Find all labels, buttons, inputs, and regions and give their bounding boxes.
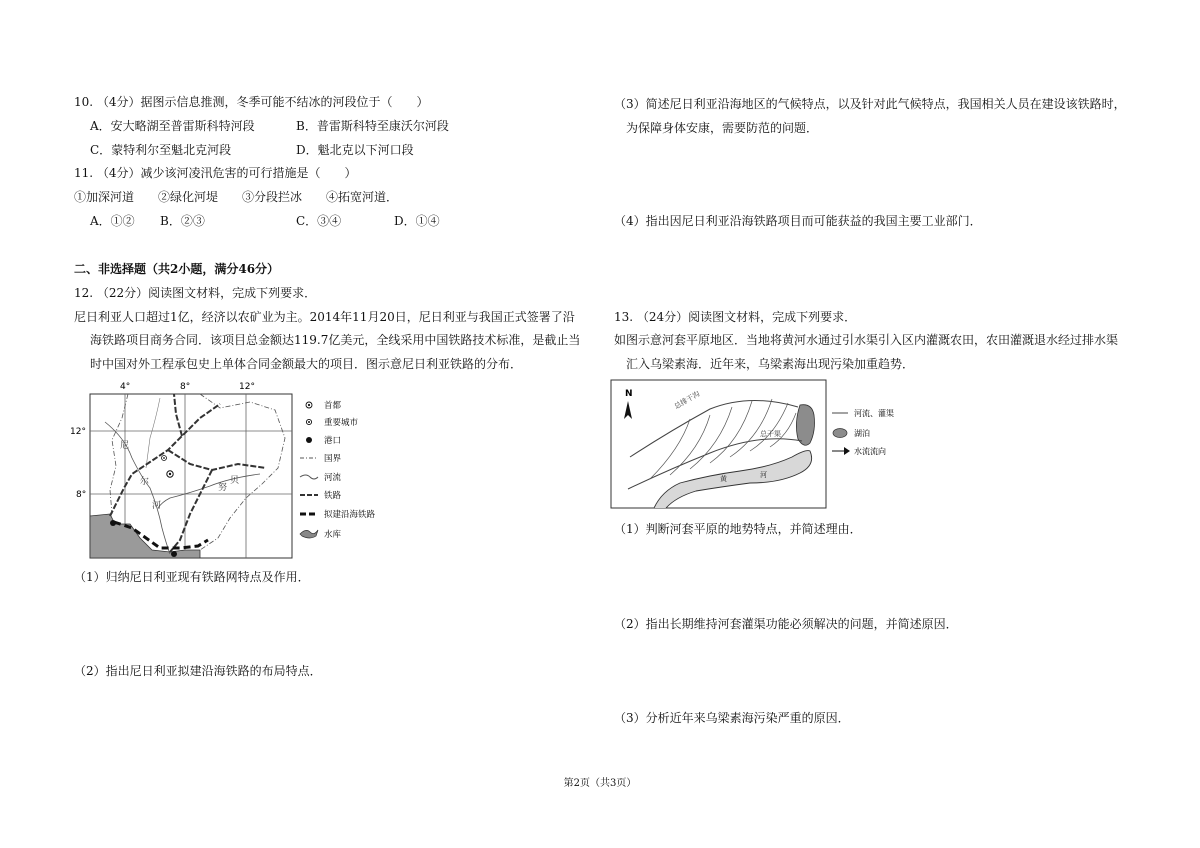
map-legend: [300, 400, 376, 540]
legend-planned-railway: 拟建沿海铁路: [324, 510, 376, 520]
legend-railway: 铁路: [324, 491, 342, 501]
river-label: 河: [152, 501, 162, 511]
q11-option-b: B．②③: [160, 214, 205, 228]
q12-paragraph-1: 尼日利亚人口超过1亿，经济以农矿业为主。2014年11月20日，尼日利亚与我国正式签署了沿: [74, 310, 575, 324]
legend-border: 国界: [324, 454, 342, 464]
river-label: 尼: [120, 441, 130, 451]
q12-paragraph-3: 时中国对外工程承包史上单体合同金额最大的项目．图示意尼日利亚铁路的分布．: [90, 357, 523, 371]
q10-option-a: A．安大略湖至普雷斯科特河段: [90, 119, 255, 133]
q11-option-a: A．①②: [90, 214, 135, 228]
legend-port: 港口: [324, 436, 342, 446]
q13-sub2: （2）指出长期维持河套灌渠功能必须解决的问题，并简述原因．: [614, 617, 958, 631]
q10-option-c: C．蒙特利尔至魁北克河段: [90, 143, 232, 157]
q12-sub4: （4）指出因尼日利亚沿海铁路项目而可能获益的我国主要工业部门．: [614, 214, 982, 228]
legend-reservoir: 水库: [324, 530, 342, 540]
legend-river-canal: 河流、灌渠: [854, 409, 894, 418]
legend-river: 河流: [324, 473, 342, 483]
nigeria-railway-map: [70, 378, 400, 564]
q12-paragraph-2: 海铁路项目商务合同．该项目总金额达119.7亿美元，全线采用中国铁路技术标准，是截止当: [90, 333, 581, 347]
hetao-plain-map: [610, 379, 930, 513]
river-label: 努: [218, 483, 228, 493]
q13-paragraph-2: 汇入乌梁素海．近年来，乌梁素海出现污染加重趋势．: [626, 357, 915, 371]
legend-lake: 湖泊: [854, 429, 870, 438]
river-label: 贝: [230, 476, 240, 486]
q11-option-c: C．③④: [296, 214, 342, 228]
q12-sub3-line-1: （3）简述尼日利亚沿海地区的气候特点，以及针对此气候特点，我国相关人员在建设该铁路时，: [614, 97, 1126, 111]
river-label: 河: [760, 471, 767, 479]
q11-option-d: D．①④: [394, 214, 440, 228]
lon-label: 12°: [239, 382, 255, 392]
q13-stem: 13. （24分）阅读图文材料，完成下列要求．: [614, 310, 857, 324]
page-footer: 第2页（共3页）: [563, 778, 637, 789]
river-label: 黄: [720, 475, 727, 483]
q12-sub3-line-2: 为保障身体安康，需要防范的问题．: [626, 121, 819, 135]
canal-label: 总干渠: [760, 430, 781, 438]
q10-stem: 10. （4分）据图示信息推测，冬季可能不结冰的河段位于（ ）: [74, 95, 429, 109]
canal-label: 总排干沟: [673, 389, 702, 411]
q13-sub1: （1）判断河套平原的地势特点，并简述理由．: [614, 522, 862, 536]
legend-capital: 首都: [324, 401, 342, 411]
q13-sub3: （3）分析近年来乌梁素海污染严重的原因．: [614, 711, 850, 725]
q11-options-line: ①加深河道 ②绿化河堤 ③分段拦冰 ④拓宽河道．: [74, 190, 399, 204]
q11-stem: 11. （4分）减少该河凌汛危害的可行措施是（ ）: [74, 166, 357, 180]
q10-option-b: B．普雷斯科特至康沃尔河段: [296, 119, 449, 133]
river-label: 尔: [140, 477, 150, 487]
north-label: N: [625, 389, 633, 399]
q12-sub2: （2）指出尼日利亚拟建沿海铁路的布局特点．: [74, 664, 322, 678]
q12-sub1: （1）归纳尼日利亚现有铁路网特点及作用．: [74, 570, 310, 584]
q10-option-d: D．魁北克以下河口段: [296, 143, 414, 157]
q12-stem: 12. （22分）阅读图文材料，完成下列要求．: [74, 286, 317, 300]
lat-label: 12°: [70, 427, 86, 437]
lon-label: 4°: [120, 382, 131, 392]
map-legend: [832, 408, 894, 456]
legend-flow-direction: 水流流向: [854, 447, 886, 456]
legend-major-city: 重要城市: [324, 418, 359, 428]
q13-paragraph-1: 如图示意河套平原地区．当地将黄河水通过引水渠引入区内灌溉农田，农田灌溉退水经过排水渠: [614, 333, 1119, 347]
lon-label: 8°: [180, 382, 191, 392]
section-2-heading: 二、非选择题（共2小题，满分46分）: [74, 262, 280, 276]
lat-label: 8°: [76, 490, 87, 500]
